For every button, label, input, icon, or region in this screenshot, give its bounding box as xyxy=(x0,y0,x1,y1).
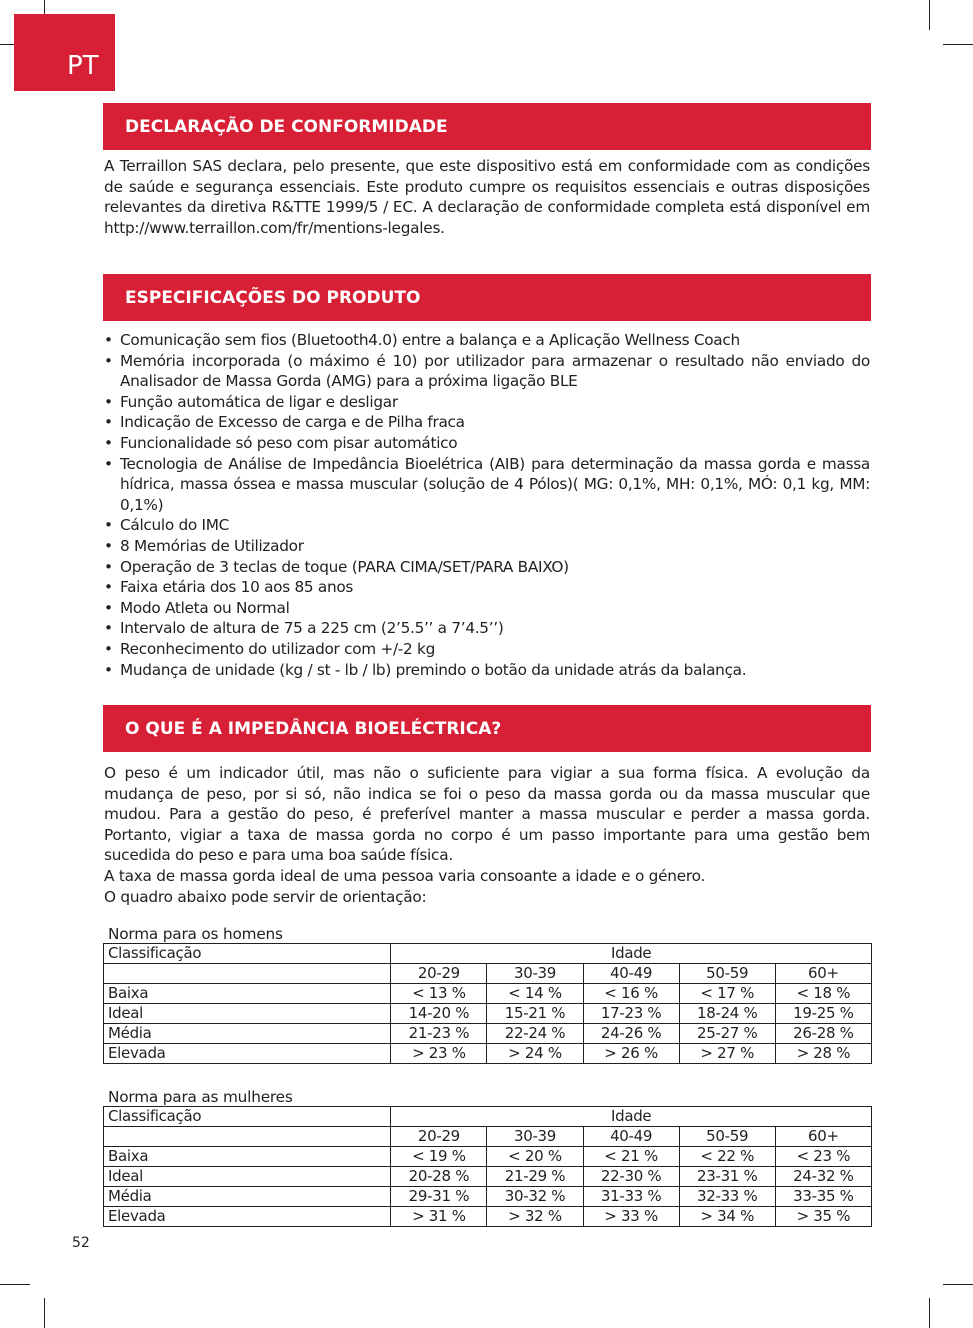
table-cell: > 28 % xyxy=(775,1044,871,1064)
list-item: • Tecnologia de Análise de Impedância Bioelétrica (AIB) para determinação da massa gorda e massa hídrica, massa óssea e massa muscular (solução de 4 Pólos)( MG: 0,1%, MH: 0,1%, MÓ: 0,1 kg, MM: 0,1%) xyxy=(104,454,870,516)
table-cell: > 32 % xyxy=(487,1207,583,1227)
empty-cell xyxy=(104,964,391,984)
section-header-specs xyxy=(103,274,871,321)
table-header-row xyxy=(104,1107,872,1127)
age-range: 60+ xyxy=(775,964,871,984)
crop-mark xyxy=(44,1298,45,1328)
age-header: Idade xyxy=(391,944,872,964)
table-row xyxy=(104,1004,872,1024)
table-cell: > 33 % xyxy=(583,1207,679,1227)
paragraph: A taxa de massa gorda ideal de uma pessoa varia consoante a idade e o género. xyxy=(104,866,706,885)
table-header-row xyxy=(104,944,872,964)
age-header: Idade xyxy=(391,1107,872,1127)
age-ranges-row xyxy=(104,964,872,984)
language-tab xyxy=(14,14,115,91)
table-cell: 22-30 % xyxy=(583,1167,679,1187)
list-item: • Mudança de unidade (kg / st - lb / lb) premindo o botão da unidade atrás da balança. xyxy=(104,660,870,681)
page-number: 52 xyxy=(72,1235,90,1251)
crop-mark xyxy=(0,1284,30,1285)
table-row xyxy=(104,1207,872,1227)
list-item: • Função automática de ligar e desligar xyxy=(104,392,870,413)
table-cell: < 21 % xyxy=(583,1147,679,1167)
age-range: 20-29 xyxy=(391,964,487,984)
table-cell: 19-25 % xyxy=(775,1004,871,1024)
list-item: • Cálculo do IMC xyxy=(104,515,870,536)
table-cell: 14-20 % xyxy=(391,1004,487,1024)
language-label: PT xyxy=(67,51,99,81)
classification-header: Classificação xyxy=(104,944,391,964)
section-title: ESPECIFICAÇÕES DO PRODUTO xyxy=(125,287,421,308)
table-cell: 32-33 % xyxy=(679,1187,775,1207)
table-cell: < 16 % xyxy=(583,984,679,1004)
row-label: Ideal xyxy=(104,1167,391,1187)
row-label: Baixa xyxy=(104,984,391,1004)
crop-mark xyxy=(929,0,930,30)
age-range: 20-29 xyxy=(391,1127,487,1147)
list-item: • Reconhecimento do utilizador com +/-2 kg xyxy=(104,639,870,660)
table-cell: 23-31 % xyxy=(679,1167,775,1187)
paragraph: A Terraillon SAS declara, pelo presente, que este dispositivo está em conformidade com as condições de saúde e segurança essenciais. Este produto cumpre os requisitos essenciais e outras disposições relevantes da diretiva R&TTE 1999/5 / EC. A declaração de conformidade completa está disponível em http://www.terraillon.com/fr/mentions-legales. xyxy=(104,157,870,237)
table-row xyxy=(104,1187,872,1207)
crop-mark xyxy=(929,1298,930,1328)
table-cell: > 23 % xyxy=(391,1044,487,1064)
table-cell: 24-32 % xyxy=(775,1167,871,1187)
body-fat-table-men xyxy=(103,943,872,1064)
row-label: Elevada xyxy=(104,1044,391,1064)
table-cell: 30-32 % xyxy=(487,1187,583,1207)
table-cell: 24-26 % xyxy=(583,1024,679,1044)
row-label: Elevada xyxy=(104,1207,391,1227)
table-cell: 22-24 % xyxy=(487,1024,583,1044)
list-item: • Comunicação sem fios (Bluetooth4.0) entre a balança e a Aplicação Wellness Coach xyxy=(104,330,870,351)
list-item: • Intervalo de altura de 75 a 225 cm (2’5.5’’ a 7’4.5’’) xyxy=(104,618,870,639)
table-row xyxy=(104,1044,872,1064)
age-range: 30-39 xyxy=(487,964,583,984)
conformity-text xyxy=(104,156,870,238)
table-cell: 21-29 % xyxy=(487,1167,583,1187)
table-cell: < 17 % xyxy=(679,984,775,1004)
row-label: Média xyxy=(104,1187,391,1207)
row-label: Média xyxy=(104,1024,391,1044)
table-cell: 18-24 % xyxy=(679,1004,775,1024)
table-row xyxy=(104,1167,872,1187)
table-cell: < 20 % xyxy=(487,1147,583,1167)
section-title: DECLARAÇÃO DE CONFORMIDADE xyxy=(125,116,448,137)
row-label: Baixa xyxy=(104,1147,391,1167)
section-header-impedance xyxy=(103,705,871,752)
impedance-text xyxy=(104,763,870,907)
section-title: O QUE É A IMPEDÂNCIA BIOELÉCTRICA? xyxy=(125,718,502,739)
table-cell: 21-23 % xyxy=(391,1024,487,1044)
table-cell: 31-33 % xyxy=(583,1187,679,1207)
empty-cell xyxy=(104,1127,391,1147)
list-item: • Operação de 3 teclas de toque (PARA CIMA/SET/PARA BAIXO) xyxy=(104,557,870,578)
list-item: • Memória incorporada (o máximo é 10) por utilizador para armazenar o resultado não enviado do Analisador de Massa Gorda (AMG) para a próxima ligação BLE xyxy=(104,351,870,392)
list-item: • 8 Memórias de Utilizador xyxy=(104,536,870,557)
classification-header: Classificação xyxy=(104,1107,391,1127)
section-header-conformity xyxy=(103,103,871,150)
crop-mark xyxy=(943,1284,973,1285)
table-cell: > 26 % xyxy=(583,1044,679,1064)
age-range: 40-49 xyxy=(583,964,679,984)
table-cell: 17-23 % xyxy=(583,1004,679,1024)
table-cell: > 27 % xyxy=(679,1044,775,1064)
crop-mark xyxy=(943,44,973,45)
table-title-men: Norma para os homens xyxy=(108,925,283,943)
table-cell: > 24 % xyxy=(487,1044,583,1064)
table-title-women: Norma para as mulheres xyxy=(108,1088,293,1106)
table-cell: 15-21 % xyxy=(487,1004,583,1024)
table-cell: < 22 % xyxy=(679,1147,775,1167)
table-cell: > 31 % xyxy=(391,1207,487,1227)
specs-list xyxy=(104,330,870,680)
table-cell: 29-31 % xyxy=(391,1187,487,1207)
age-ranges-row xyxy=(104,1127,872,1147)
age-range: 30-39 xyxy=(487,1127,583,1147)
age-range: 50-59 xyxy=(679,964,775,984)
paragraph: O peso é um indicador útil, mas não o suficiente para vigiar a sua forma física. A evolução da mudança de peso, por si só, não indica se foi o peso da massa gorda ou da massa muscular que mudou. Para a gestão do peso, é preferível manter a massa muscular e perder a massa gorda. Portanto, vigiar a taxa de massa gorda no corpo é um passo importante para uma gestão bem sucedida do peso e para uma boa saúde física. xyxy=(104,764,870,865)
list-item: • Modo Atleta ou Normal xyxy=(104,598,870,619)
table-cell: < 13 % xyxy=(391,984,487,1004)
paragraph: O quadro abaixo pode servir de orientação: xyxy=(104,887,427,906)
table-cell: < 23 % xyxy=(775,1147,871,1167)
table-cell: < 18 % xyxy=(775,984,871,1004)
table-cell: > 35 % xyxy=(775,1207,871,1227)
table-row xyxy=(104,984,872,1004)
table-cell: > 34 % xyxy=(679,1207,775,1227)
table-cell: < 19 % xyxy=(391,1147,487,1167)
list-item: • Faixa etária dos 10 aos 85 anos xyxy=(104,577,870,598)
age-range: 60+ xyxy=(775,1127,871,1147)
list-item: • Indicação de Excesso de carga e de Pilha fraca xyxy=(104,412,870,433)
table-cell: 20-28 % xyxy=(391,1167,487,1187)
table-cell: 25-27 % xyxy=(679,1024,775,1044)
table-cell: 26-28 % xyxy=(775,1024,871,1044)
table-cell: < 14 % xyxy=(487,984,583,1004)
table-cell: 33-35 % xyxy=(775,1187,871,1207)
row-label: Ideal xyxy=(104,1004,391,1024)
table-row xyxy=(104,1024,872,1044)
body-fat-table-women xyxy=(103,1106,872,1227)
list-item: • Funcionalidade só peso com pisar automático xyxy=(104,433,870,454)
table-row xyxy=(104,1147,872,1167)
age-range: 50-59 xyxy=(679,1127,775,1147)
age-range: 40-49 xyxy=(583,1127,679,1147)
